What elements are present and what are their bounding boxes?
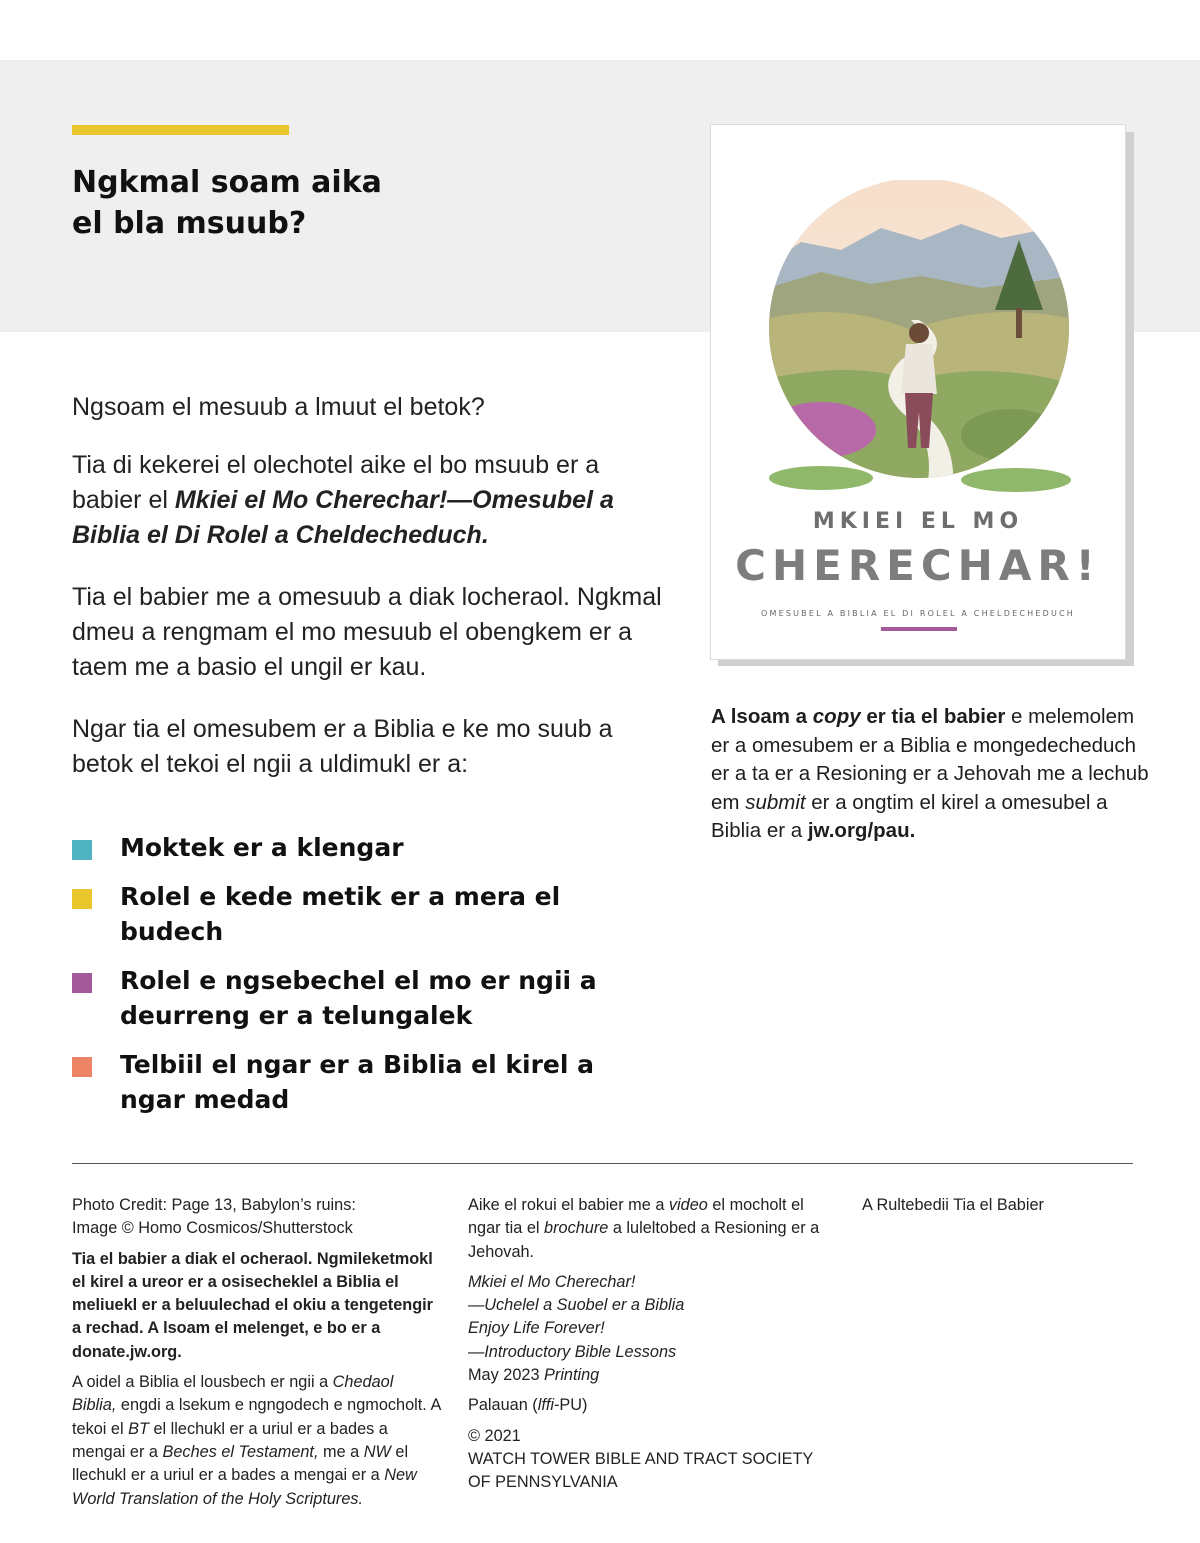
footer-divider xyxy=(72,1163,1133,1164)
request-lead: A lsoam a xyxy=(711,705,813,728)
bible-note-j: New World Translation of the Holy Scriptures. xyxy=(72,1466,417,1508)
topic-label: Moktek er a klengar xyxy=(120,833,404,862)
book-title-text: Mkiei el Mo Cherechar!—Omesubel a Biblia el Di Rolel a Cheldecheduch. xyxy=(72,486,614,549)
request-body: e melemolem er a omesubem er a Biblia e mongedecheduch er a ta er a Resioning er a Jehovah me a lechub em xyxy=(711,705,1149,814)
video-note-d: brochure xyxy=(544,1219,609,1238)
photo-credit-line-1: Photo Credit: Page 13, Babylon’s ruins: xyxy=(72,1196,356,1214)
language-code xyxy=(468,1394,838,1417)
bullet-square-icon xyxy=(72,840,92,860)
copyright-line-1: © 2021 xyxy=(468,1426,521,1445)
request-copy-paragraph xyxy=(711,703,1151,846)
pub-line-2: —Uchelel a Suobel er a Biblia xyxy=(468,1296,685,1315)
accent-bar xyxy=(72,125,289,135)
video-note-b: video xyxy=(668,1196,708,1214)
topic-item xyxy=(72,879,632,949)
title-line-2: el bla msuub? xyxy=(72,206,307,241)
copyright-line-3: OF PENNSYLVANIA xyxy=(468,1473,618,1492)
cover-subtitle: OMESUBEL A BIBLIA EL DI ROLEL A CHELDECHEDUCH xyxy=(760,609,1075,618)
title-line-1: Ngkmal soam aika xyxy=(72,165,382,200)
printing-word: Printing xyxy=(544,1366,600,1385)
bible-note-f: Beches el Testament, xyxy=(162,1442,319,1461)
pub-line-4: —Introductory Bible Lessons xyxy=(468,1342,677,1361)
request-lead-end: er tia el babier xyxy=(860,705,1006,728)
bible-note-e: el llechukl er a uriul er a bades a mengai er a xyxy=(72,1419,388,1461)
publication-info xyxy=(468,1271,838,1387)
bible-note-h: NW xyxy=(363,1442,391,1461)
intro-question: Ngsoam el mesuub a lmuut el betok? xyxy=(72,393,485,421)
foreground-plants-right xyxy=(961,468,1071,492)
pub-line-1: Mkiei el Mo Cherechar! xyxy=(468,1272,636,1291)
foreground-plants-left xyxy=(769,466,873,490)
bible-note-a: A oidel a Biblia el lousbech er ngii a xyxy=(72,1373,333,1392)
intro-free-paragraph: Tia el babier me a omesuub a diak locheraol. Ngkmal dmeu a rengmam el mo mesuub el obengkem er a taem me a basio el ungil er kau. xyxy=(72,583,662,681)
footer-label: A Rultebedii Tia el Babier xyxy=(862,1196,1044,1214)
footer-column-3 xyxy=(862,1194,1122,1224)
bible-note-b: Chedaol Biblia, xyxy=(72,1373,394,1415)
topic-item xyxy=(72,963,632,1033)
topic-label: Telbiil el ngar er a Biblia el kirel a ngar medad xyxy=(120,1050,595,1114)
photo-credit-line-2: Image © Homo Cosmicos/Shutterstock xyxy=(72,1219,353,1238)
cover-illustration xyxy=(761,180,1077,510)
language-c: -PU) xyxy=(553,1396,588,1415)
intro-topics-lead: Ngar tia el omesubem er a Biblia e ke mo suub a betok el tekoi el ngii a uldimukl er a: xyxy=(72,715,613,778)
cover-title-line-2: CHERECHAR! xyxy=(735,541,1101,590)
language-b: lffi xyxy=(537,1396,554,1415)
request-link[interactable]: jw.org/pau. xyxy=(807,819,916,843)
bible-note-c: engdi a lsekum e ngngodech e ngmocholt. A tekoi el xyxy=(72,1396,441,1438)
donation-note: Tia el babier a diak el ocheraol. Ngmileketmokl el kirel a ureor er a osisecheklel a Biblia el meliuekl er a beluulechad el okiu a tengetengir a rechad. A lsoam el melenget, e bo er a donate.jw.org. xyxy=(72,1249,434,1361)
printing-date: May 2023 xyxy=(468,1366,545,1385)
copyright-line-2: WATCH TOWER BIBLE AND TRACT SOCIETY xyxy=(468,1449,814,1468)
topic-item xyxy=(72,830,632,865)
video-note xyxy=(468,1194,838,1264)
copyright xyxy=(468,1425,838,1495)
intro-text xyxy=(72,390,672,809)
video-note-e: a luleltobed a Resioning er a Jehovah. xyxy=(468,1219,820,1261)
intro-book-lead: Tia di kekerei el olechotel aike el bo msuub er a babier el xyxy=(72,451,600,514)
photo-credit xyxy=(72,1194,442,1241)
topic-item xyxy=(72,1047,632,1117)
request-body-end: er a ongtim el kirel a omesubel a Biblia er a xyxy=(711,790,1108,843)
bullet-square-icon xyxy=(72,1057,92,1077)
topic-list xyxy=(72,830,632,1131)
video-note-a: Aike el rokui el babier me a xyxy=(468,1196,669,1214)
topic-label: Rolel e ngsebechel el mo er ngii a deurreng er a telungalek xyxy=(120,966,597,1030)
bullet-square-icon xyxy=(72,889,92,909)
request-copy-word: copy xyxy=(812,705,861,728)
cover-accent-rule xyxy=(881,627,957,631)
bible-note xyxy=(72,1371,442,1511)
cover-title-line-1: MKIEI EL MO xyxy=(812,509,1024,534)
bullet-square-icon xyxy=(72,973,92,993)
language-a: Palauan ( xyxy=(468,1396,538,1415)
printing-line xyxy=(468,1364,838,1387)
footer-column-1 xyxy=(72,1194,442,1518)
bible-note-i: el llechukl er a uriul er a bades a mengai er a xyxy=(72,1442,409,1485)
request-submit-word: submit xyxy=(745,790,806,814)
bible-note-d: BT xyxy=(128,1419,149,1438)
page-title xyxy=(72,162,492,244)
video-note-c: el mocholt el ngar tia el xyxy=(468,1196,804,1238)
pub-line-3: Enjoy Life Forever! xyxy=(468,1319,605,1338)
book-cover xyxy=(710,124,1126,660)
bible-note-g: me a xyxy=(318,1442,364,1461)
footer-column-2 xyxy=(468,1194,838,1502)
topic-label: Rolel e kede metik er a mera el budech xyxy=(120,882,561,946)
intro-book-paragraph xyxy=(72,448,672,553)
